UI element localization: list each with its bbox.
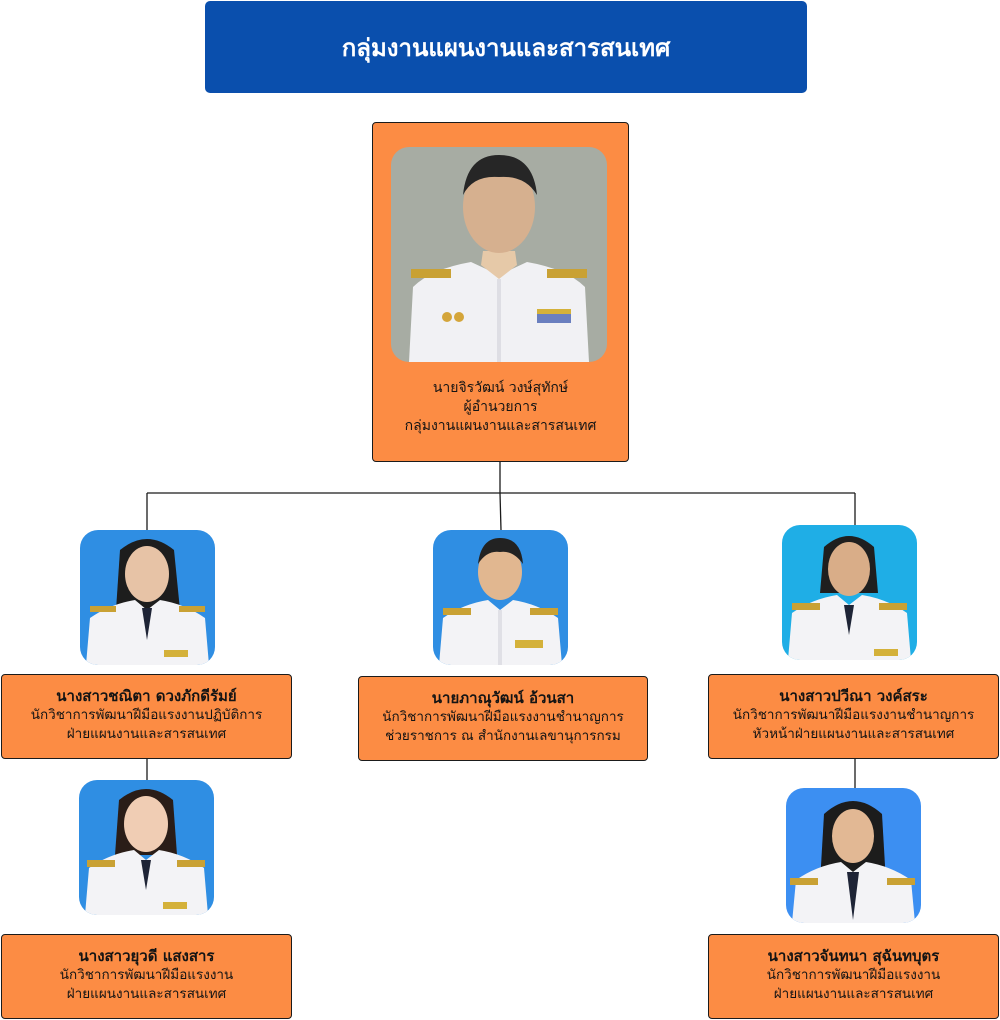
staff-box: [708, 674, 999, 759]
staff-box: [1, 674, 292, 759]
staff-name: นายภาณุวัฒน์ อ้วนสา: [431, 689, 575, 707]
staff-position: นักวิชาการพัฒนาฝีมือแรงงาน: [59, 967, 234, 983]
director-position: ผู้อำนวยการ: [463, 399, 538, 415]
staff-photo: [786, 788, 921, 923]
staff-box: [1, 934, 292, 1019]
staff-name: นางสาวจันทนา สุฉันทบุตร: [767, 947, 940, 965]
staff-department: ฝ่ายแผนงานและสารสนเทศ: [66, 986, 227, 1002]
staff-position: นักวิชาการพัฒนาฝีมือแรงงาน: [766, 967, 941, 983]
director-box: [372, 122, 629, 462]
director-photo: [391, 147, 607, 362]
staff-photo: [782, 525, 917, 660]
staff-photo: [80, 530, 215, 665]
staff-name: นางสาวยุวดี แสงสาร: [78, 947, 215, 965]
staff-box: [358, 676, 648, 761]
staff-department: ฝ่ายแผนงานและสารสนเทศ: [773, 986, 934, 1002]
staff-photo: [433, 530, 568, 665]
staff-position: นักวิชาการพัฒนาฝีมือแรงงานปฏิบัติการ: [30, 707, 263, 723]
director-name: นายจิรวัฒน์ วงษ์สุทักษ์: [432, 380, 569, 396]
staff-position: นักวิชาการพัฒนาฝีมือแรงงานชำนาญการ: [732, 707, 975, 723]
chart-title: กลุ่มงานแผนงานและสารสนเทศ: [205, 1, 807, 93]
staff-department: หัวหน้าฝ่ายแผนงานและสารสนเทศ: [752, 726, 955, 742]
staff-department: ฝ่ายแผนงานและสารสนเทศ: [66, 726, 227, 742]
staff-position: นักวิชาการพัฒนาฝีมือแรงงานชำนาญการ: [382, 709, 624, 725]
staff-photo: [79, 780, 214, 915]
staff-department: ช่วยราชการ ณ สำนักงานเลขานุการกรม: [385, 728, 621, 744]
staff-name: นางสาวปวีณา วงค์สระ: [779, 687, 928, 705]
staff-name: นางสาวชณิตา ดวงภักดีรัมย์: [56, 687, 237, 705]
staff-box: [708, 934, 999, 1019]
director-department: กลุ่มงานแผนงานและสารสนเทศ: [404, 418, 597, 434]
